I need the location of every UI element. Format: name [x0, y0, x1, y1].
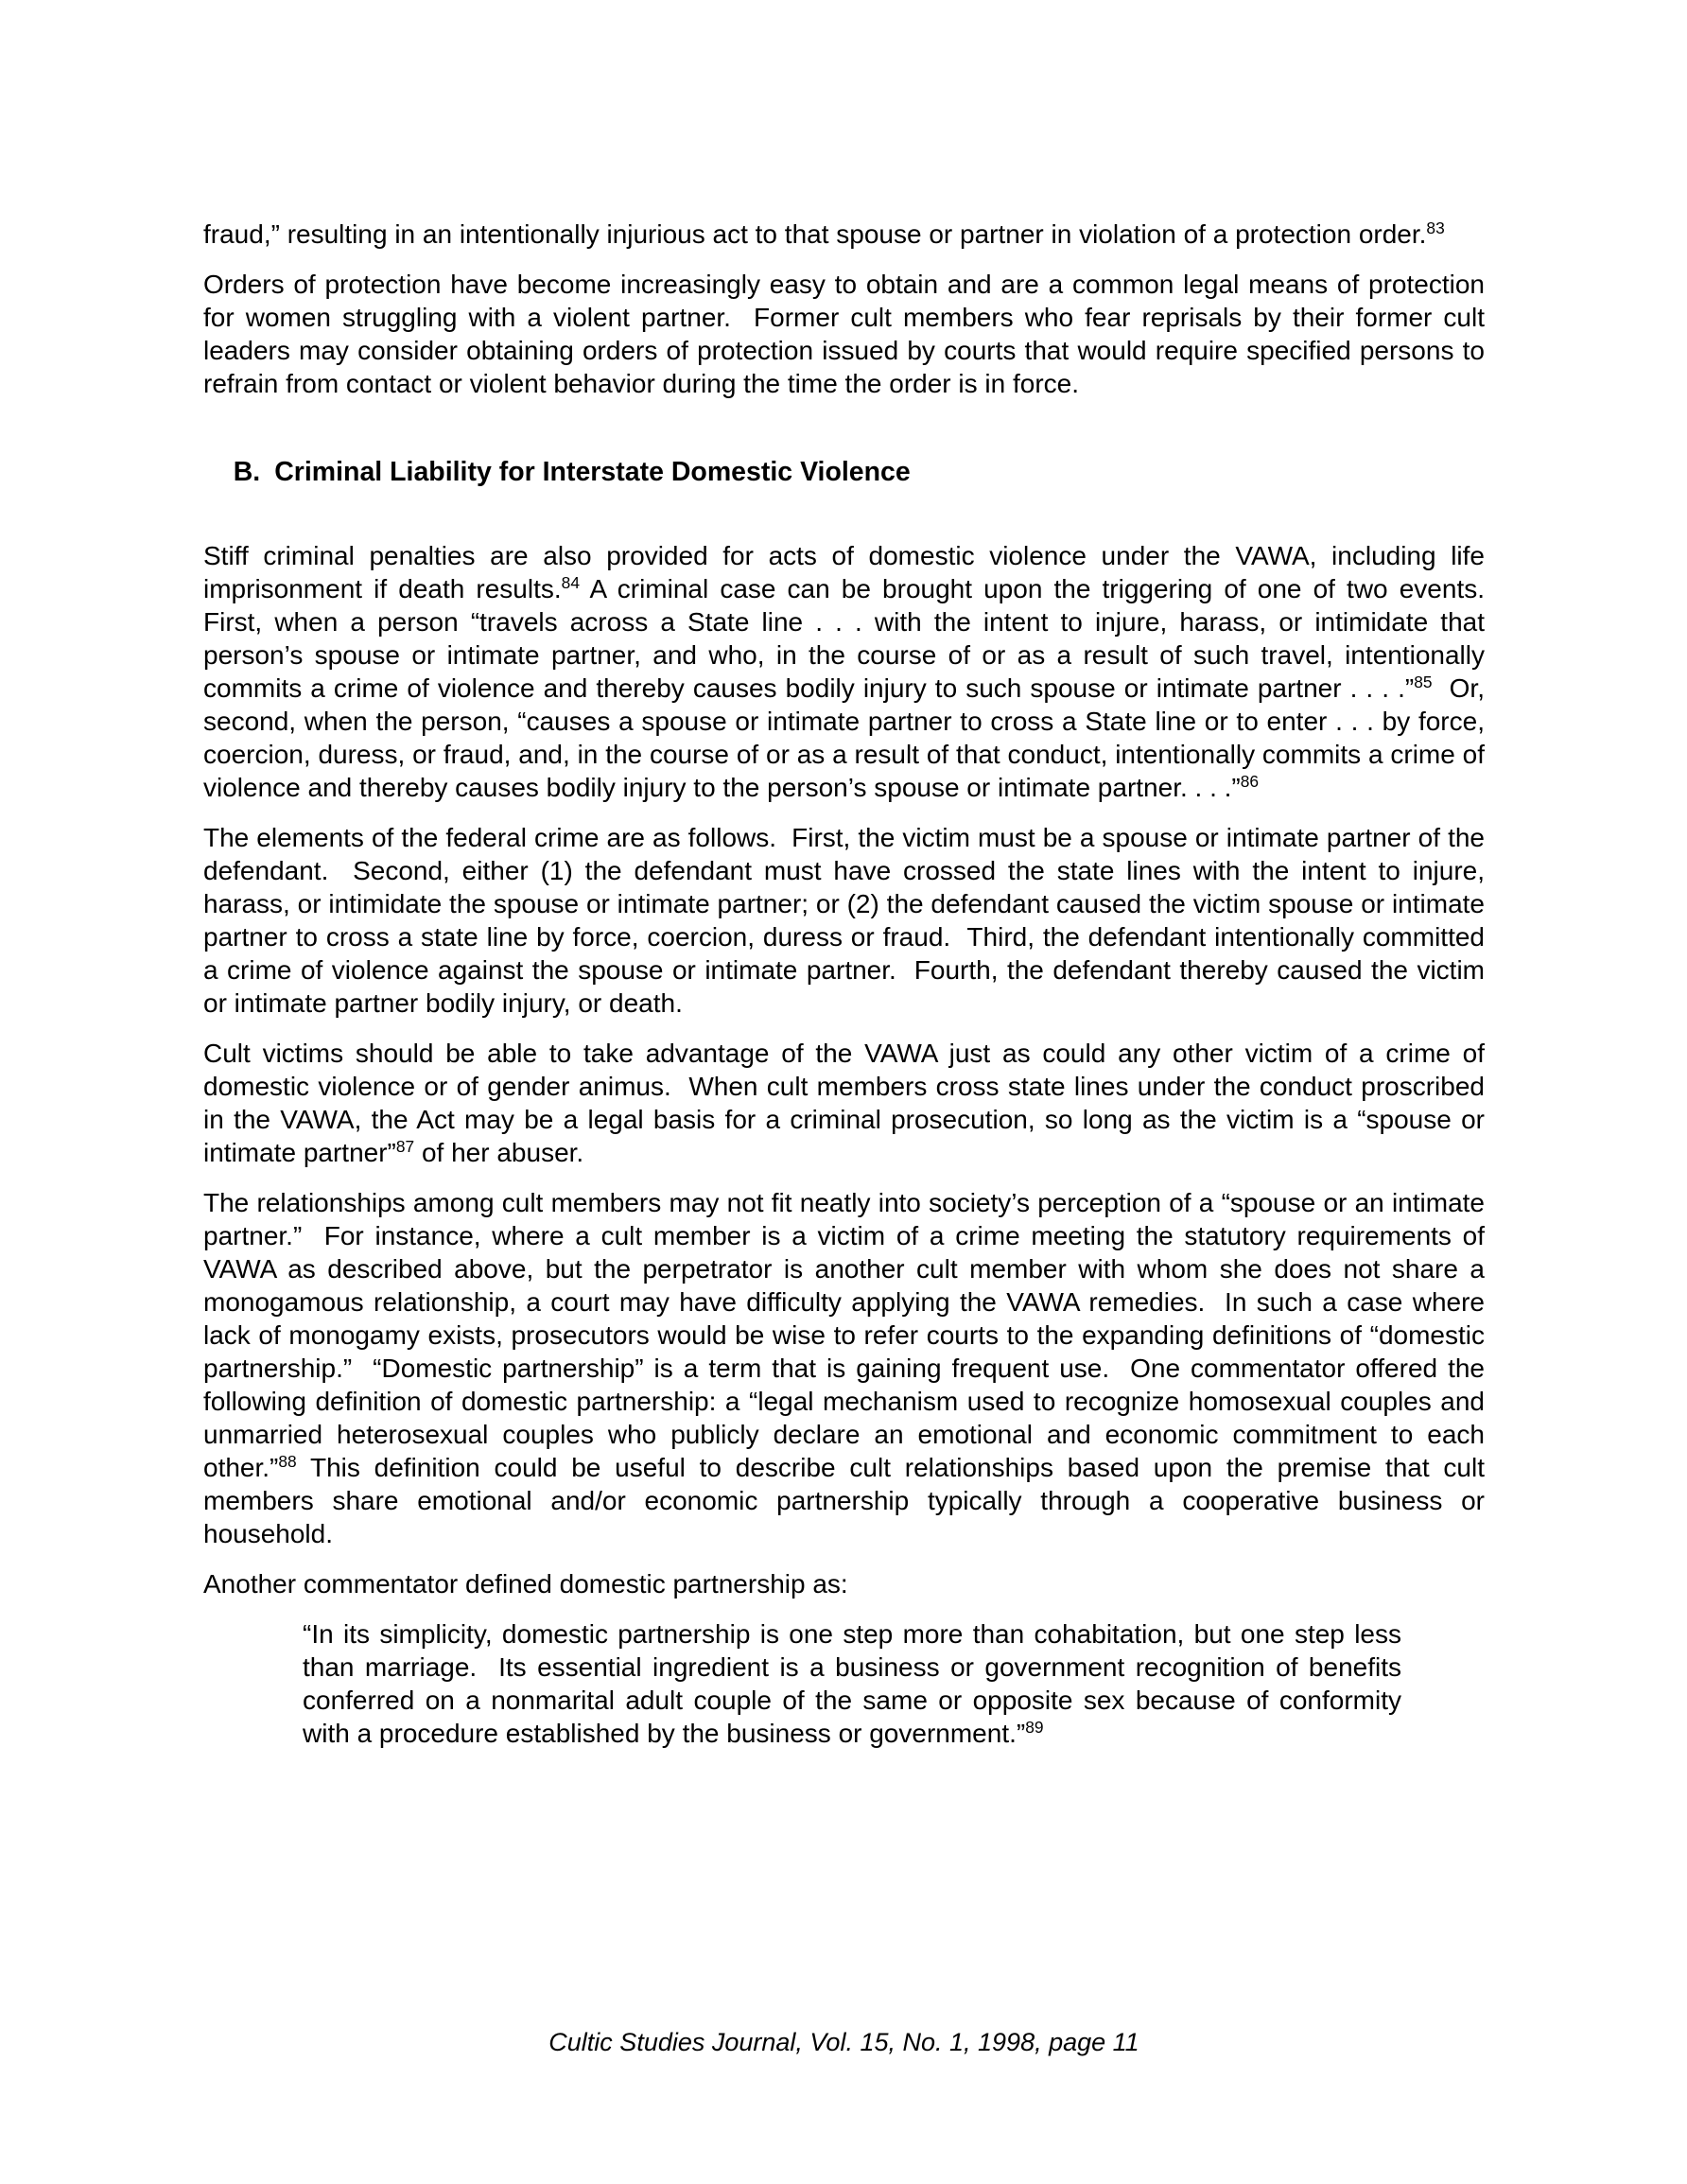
paragraph-another-commentator: Another commentator defined domestic partnership as:	[203, 1569, 848, 1599]
document-page	[203, 218, 1500, 1750]
section-heading-label: B.	[233, 457, 261, 487]
page-footer: Cultic Studies Journal, Vol. 15, No. 1, 1998, page 11	[548, 2028, 1139, 2056]
footnote-ref-89: 89	[1025, 1718, 1044, 1738]
paragraph-elements-of-federal-crime: The elements of the federal crime are as follows. First, the victim must be a spouse or intimate partner of the defendant. Second, either (1) the defendant must have crossed the state lines with the intent to injure, harass, or intimidate the spouse or intimate partner; or (2) the defendant caused the victim spouse or intimate partner to cross a state line by force, coercion, duress or fraud. Third, the defendant intentionally committed a crime of violence against the spouse or intimate partner. Fourth, the defendant thereby caused the victim or intimate partner bodily injury, or death.	[203, 823, 1492, 1018]
footnote-ref-85: 85	[1414, 673, 1433, 692]
paragraph-relationships-domestic-partnership: The relationships among cult members may not fit neatly into society’s perception of a “spouse or an intimate partner.” For instance, where a cult member is a victim of a crime meeting the statutory requirements of VAWA as described above, but the perpetrator is another cult member with whom she does not share a monogamous relationship, a court may have difficulty applying the VAWA remedies. In such a case where lack of monogamy exists, prosecutors would be wise to refer courts to the expanding definitions of “domestic partnership.” “Domestic partnership” is a term that is gaining frequent use. One commentator offered the following definition of domestic partnership: a “legal mechanism used to recognize homosexual couples and unmarried heterosexual couples who publicly declare an emotional and economic commitment to each other.”$^{88}$ This definition could be useful to describe cult relationships based upon the premise that cult members share emotional and/or economic partnership typically through a cooperative business or household.	[203, 1188, 1492, 1548]
paragraph-stiff-criminal-penalties: Stiff criminal penalties are also provided for acts of domestic violence under the VAWA, including life imprisonment if death results.$^{84}$ A criminal case can be brought upon the triggering of one of two events. First, when a person “travels across a State line . . . with the intent to injure, harass, or intimidate that person’s spouse or intimate partner, and who, in the course of or as a result of such travel, intentionally commits a crime of violence and thereby causes bodily injury to such spouse or intimate partner . . . .”$^{85}$ Or, second, when the person, “causes a spouse or intimate partner to cross a State line or to enter . . . by force, coercion, duress, or fraud, and, in the course of or as a result of that conduct, intentionally commits a crime of violence and thereby causes bodily injury to the person’s spouse or intimate partner. . . .”$^{86}$	[203, 541, 1500, 802]
paragraph-orders-of-protection: Orders of protection have become increasingly easy to obtain and are a common legal means of protection for women struggling with a violent partner. Former cult members who fear reprisals by their former cult leaders may consider obtaining orders of protection issued by courts that would require specified persons to refrain from contact or violent behavior during the time the order is in force.	[203, 270, 1492, 398]
footnote-ref-88: 88	[278, 1452, 297, 1472]
footnote-ref-83: 83	[1426, 218, 1445, 238]
paragraph-fraud-protection-order: fraud,” resulting in an intentionally injurious act to that spouse or partner in violation of a protection order.$^{83}$	[203, 218, 1445, 249]
footnote-ref-86: 86	[1240, 772, 1260, 792]
paragraph-cult-victims-vawa: Cult victims should be able to take advantage of the VAWA just as could any other victim of a crime of domestic violence or of gender animus. When cult members cross state lines under the conduct proscribed in the VAWA, the Act may be a legal basis for a criminal prosecution, so long as the victim is a “spouse or intimate partner”$^{87}$ of her abuser.	[203, 1039, 1492, 1167]
section-heading-title: Criminal Liability for Interstate Domestic Violence	[274, 457, 911, 487]
section-heading-criminal-liability	[203, 423, 1485, 522]
blockquote-domestic-partnership-definition: “In its simplicity, domestic partnership is one step more than cohabitation, but one step less than marriage. Its essential ingredient is a business or government recognition of benefits conferred on a nonmarital adult couple of the same or opposite sex because of conformity with a procedure established by the business or government.”$^{89}$	[303, 1619, 1409, 1748]
footnote-ref-84: 84	[561, 573, 580, 593]
footnote-ref-87: 87	[395, 1137, 415, 1157]
